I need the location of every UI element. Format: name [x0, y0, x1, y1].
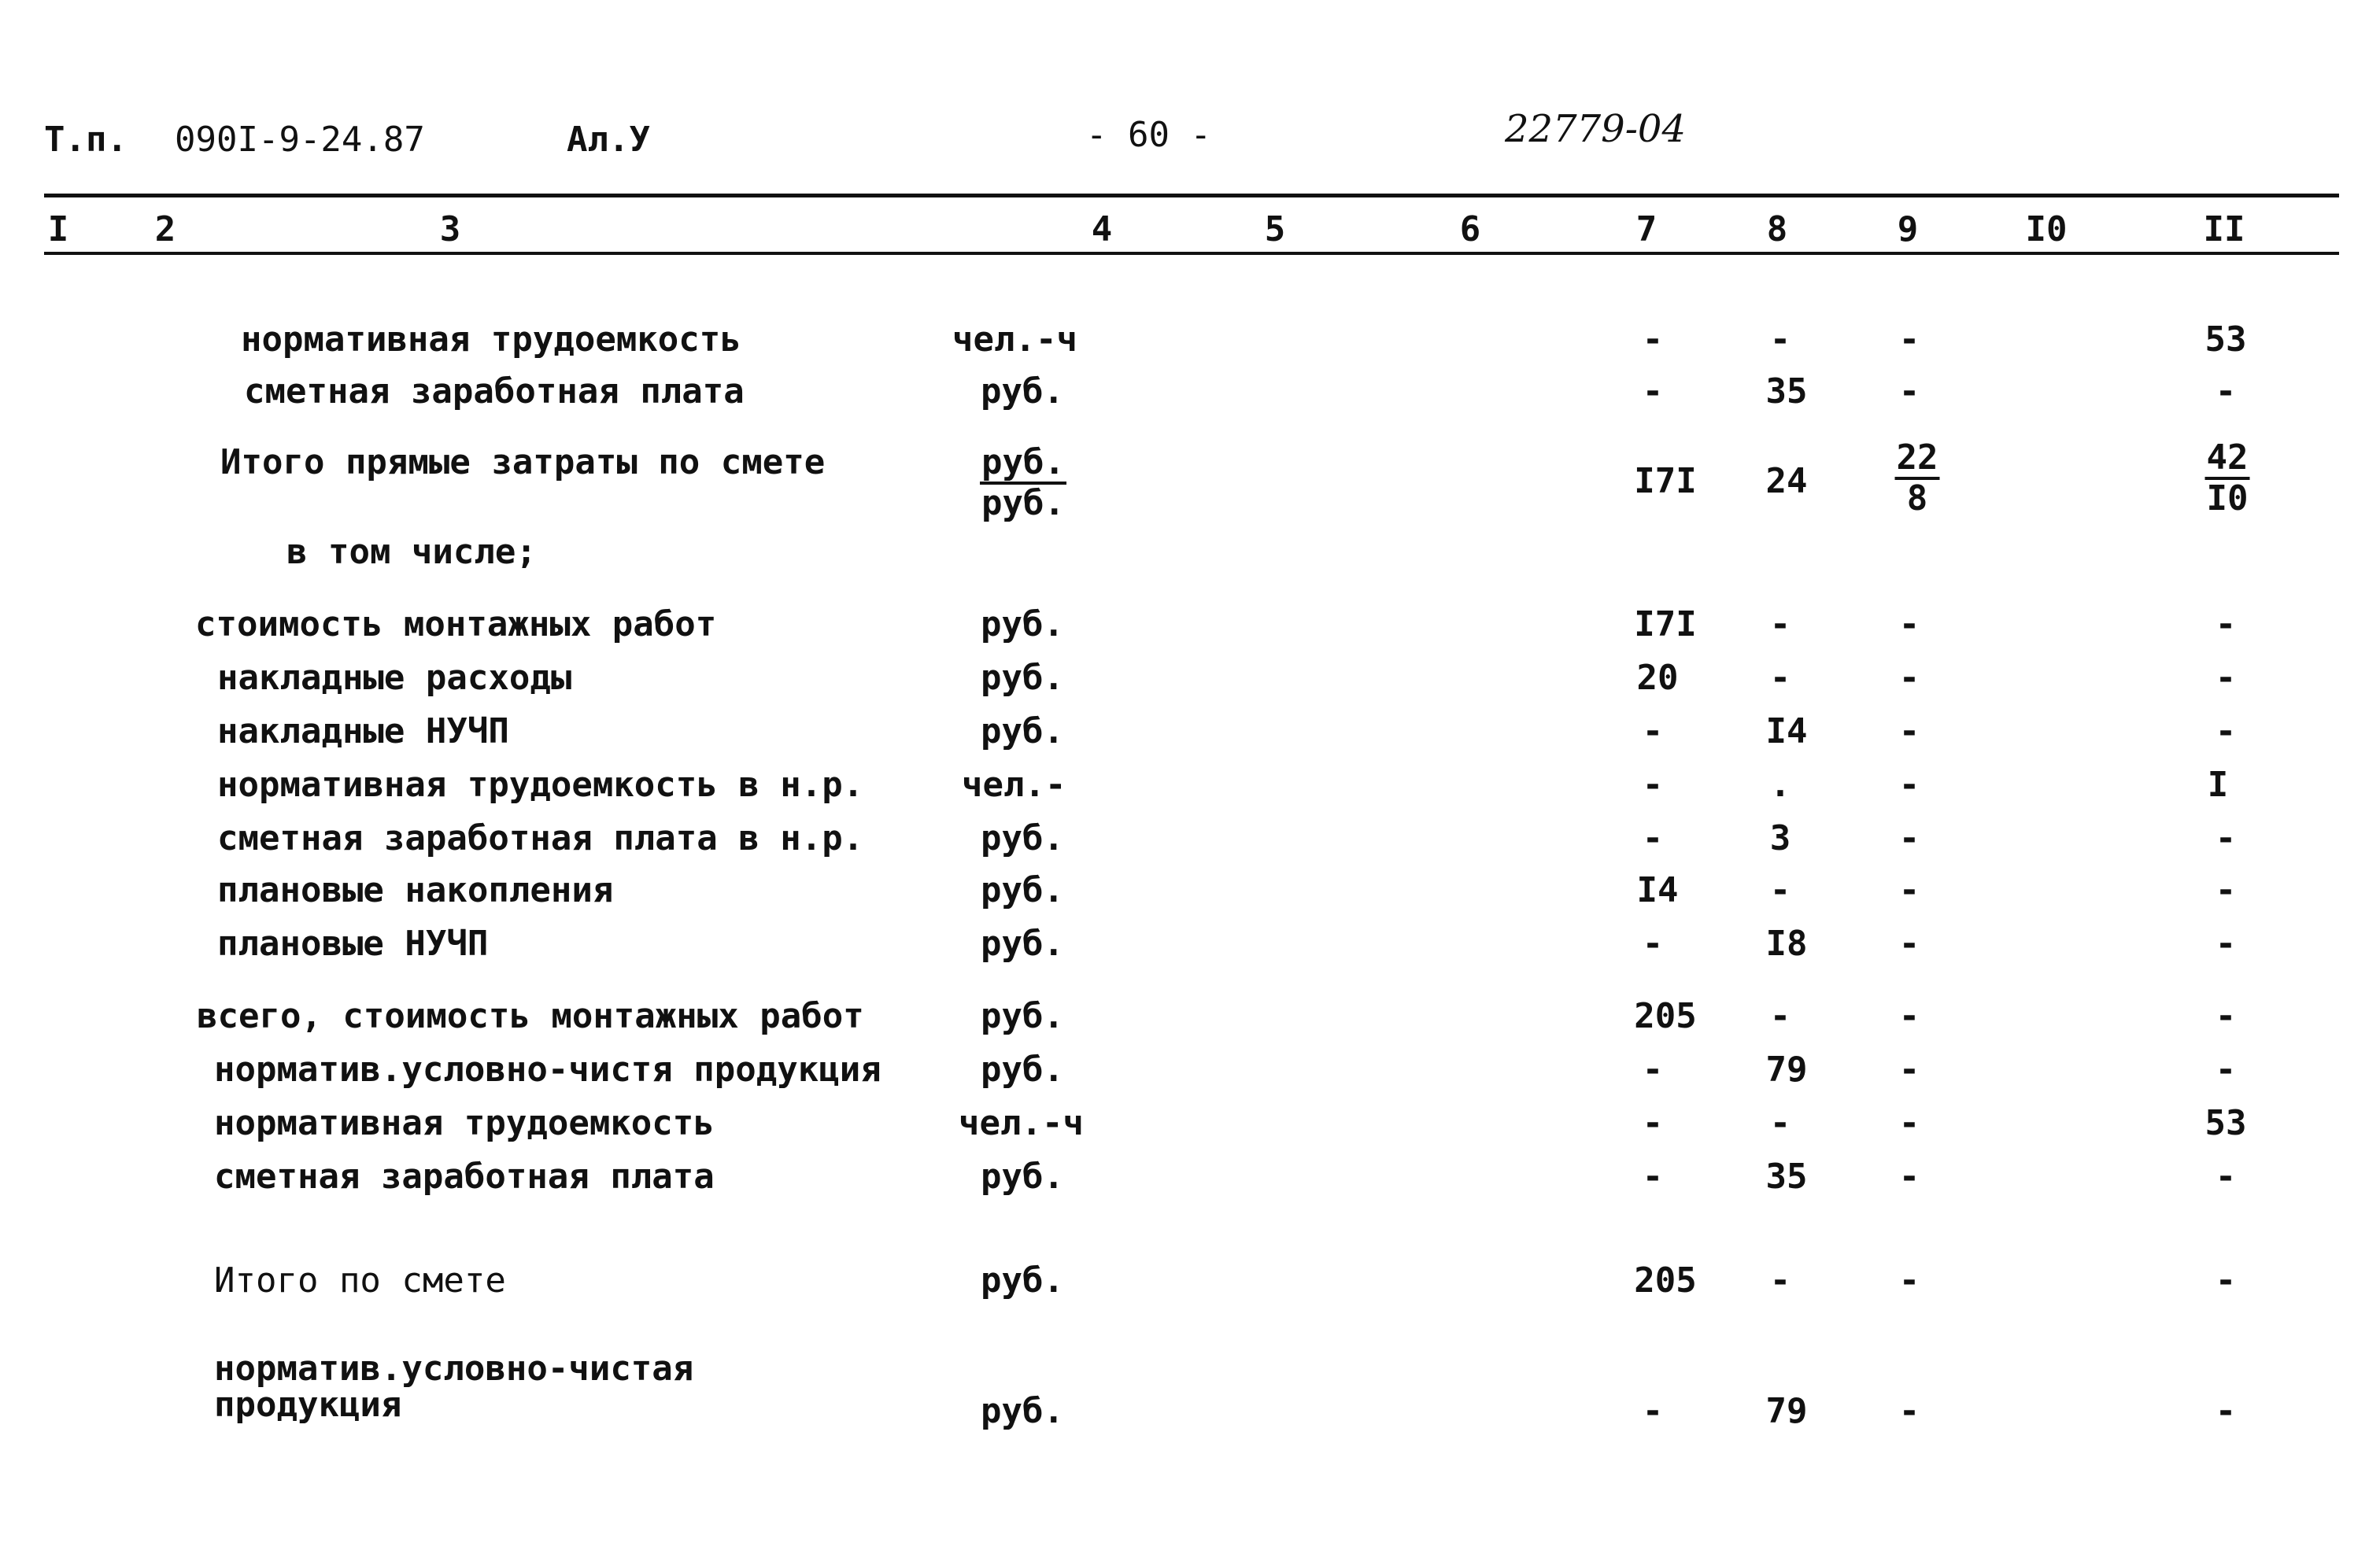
row-col8: -: [1769, 996, 1791, 1036]
row-col11: -: [2215, 711, 2237, 751]
row-label: нормативная трудоемкость: [214, 1103, 715, 1143]
row-label: стоимость монтажных работ: [195, 604, 717, 644]
row-col9: -: [1898, 1103, 1920, 1143]
row-col7: -: [1642, 371, 1664, 411]
row-col11: 53: [2204, 1103, 2247, 1143]
row-col7: -: [1642, 818, 1664, 858]
row-col7: -: [1642, 1391, 1664, 1431]
row-col11: -: [2215, 1050, 2237, 1090]
row-unit-denominator: руб.: [981, 483, 1065, 523]
row-unit: руб.: [981, 996, 1064, 1036]
row-label-continued: продукция: [214, 1385, 402, 1425]
row-col7: -: [1642, 319, 1664, 360]
row-col9: -: [1898, 1260, 1920, 1301]
row-col8: -: [1769, 604, 1791, 644]
row-col7: I7I: [1634, 461, 1697, 501]
row-unit: руб.: [981, 1157, 1064, 1197]
top-rule: [44, 194, 2339, 197]
row-unit-fraction: [980, 442, 1066, 523]
row-col11: -: [2215, 924, 2237, 964]
row-col9-numerator: 22: [1895, 441, 1940, 480]
row-col9: -: [1898, 658, 1920, 698]
album-number: Ал.У: [567, 120, 650, 160]
row-col7: I7I: [1634, 604, 1697, 644]
row-col9: -: [1898, 1050, 1920, 1090]
row-col9: -: [1898, 1391, 1920, 1431]
row-col9: -: [1898, 870, 1920, 910]
row-label: накладные расходы: [217, 658, 572, 698]
col-header-7: 7: [1635, 209, 1658, 249]
row-col9: -: [1898, 818, 1920, 858]
row-col9: -: [1898, 319, 1920, 360]
col-header-4: 4: [1091, 209, 1113, 249]
row-col8: -: [1769, 870, 1791, 910]
row-unit: чел.-ч: [959, 1103, 1084, 1143]
row-col9-denominator: 8: [1906, 478, 1928, 518]
row-label: Итого по смете: [214, 1260, 506, 1301]
row-label: в том числе;: [286, 532, 537, 572]
row-label: сметная заработная плата: [244, 371, 745, 411]
row-col8: -: [1769, 1103, 1791, 1143]
row-col8: I8: [1765, 924, 1808, 964]
row-label: нормативная трудоемкость: [241, 319, 741, 360]
col-header-6: 6: [1459, 209, 1481, 249]
col-header-10: I0: [2025, 209, 2068, 249]
row-col7: I4: [1636, 870, 1679, 910]
row-col7: -: [1642, 1157, 1664, 1197]
row-col9: -: [1898, 711, 1920, 751]
col-header-3: 3: [439, 209, 461, 249]
row-label: всего, стоимость монтажных работ: [197, 996, 864, 1036]
row-col7: 205: [1634, 1260, 1697, 1301]
row-col11: -: [2215, 658, 2237, 698]
row-col11-denominator: I0: [2206, 478, 2249, 518]
row-col11: -: [2215, 604, 2237, 644]
header-bottom-rule: [44, 252, 2339, 255]
row-col11: -: [2215, 870, 2237, 910]
row-col7: -: [1642, 1050, 1664, 1090]
row-col11: -: [2215, 371, 2237, 411]
row-col9: -: [1898, 765, 1920, 805]
row-unit: чел.-: [962, 765, 1066, 805]
row-unit: руб.: [981, 371, 1064, 411]
row-col8: 3: [1769, 818, 1791, 858]
row-col9: -: [1898, 996, 1920, 1036]
row-unit-numerator: руб.: [980, 445, 1066, 485]
col-header-11: II: [2203, 209, 2245, 249]
row-col11: -: [2215, 1157, 2237, 1197]
row-unit: руб.: [981, 604, 1064, 644]
row-col8: 24: [1765, 461, 1808, 501]
row-label: плановые НУЧП: [217, 924, 489, 964]
row-col9-fraction: [1895, 437, 1940, 518]
row-col8: .: [1769, 765, 1791, 805]
row-col8: 79: [1765, 1391, 1808, 1431]
row-label: накладные НУЧП: [217, 711, 509, 751]
row-col8: -: [1769, 319, 1791, 360]
row-col11: 53: [2204, 319, 2247, 360]
handwritten-number: 22779-04: [1505, 107, 1686, 151]
row-col7: 20: [1636, 658, 1679, 698]
row-col11: -: [2215, 996, 2237, 1036]
row-label: норматив.условно-чистая: [214, 1349, 694, 1389]
row-label: норматив.условно-чистя продукция: [214, 1050, 881, 1090]
row-col11-fraction: [2205, 437, 2250, 518]
col-header-1: I: [47, 209, 69, 249]
col-header-5: 5: [1264, 209, 1286, 249]
row-col11: -: [2215, 1391, 2237, 1431]
row-col9: -: [1898, 1157, 1920, 1197]
row-label: нормативная трудоемкость в н.р.: [217, 765, 864, 805]
row-col7: -: [1642, 765, 1664, 805]
row-col7: -: [1642, 711, 1664, 751]
row-col11: -: [2215, 818, 2237, 858]
row-label: сметная заработная плата: [214, 1157, 715, 1197]
row-col8: 35: [1765, 371, 1808, 411]
row-unit: руб.: [981, 924, 1064, 964]
row-col7: -: [1642, 1103, 1664, 1143]
row-unit: руб.: [981, 658, 1064, 698]
row-col7: -: [1642, 924, 1664, 964]
page-number: - 60 -: [1086, 115, 1211, 155]
row-label: сметная заработная плата в н.р.: [217, 818, 864, 858]
col-header-8: 8: [1766, 209, 1788, 249]
project-number: 090I-9-24.87: [175, 120, 425, 160]
row-col8: 79: [1765, 1050, 1808, 1090]
row-unit: руб.: [981, 1050, 1064, 1090]
row-col8: -: [1769, 658, 1791, 698]
row-unit: руб.: [981, 870, 1064, 910]
col-header-9: 9: [1897, 209, 1919, 249]
row-col11: -: [2215, 1260, 2237, 1301]
col-header-2: 2: [154, 209, 176, 249]
row-col7: 205: [1634, 996, 1697, 1036]
row-col9: -: [1898, 924, 1920, 964]
row-label: Итого прямые затраты по смете: [220, 442, 826, 482]
row-col11-numerator: 42: [2205, 441, 2250, 480]
doc-code: Т.п.: [44, 120, 128, 160]
row-col8: -: [1769, 1260, 1791, 1301]
row-label: плановые накопления: [217, 870, 614, 910]
row-unit: руб.: [981, 1260, 1064, 1301]
row-col8: 35: [1765, 1157, 1808, 1197]
row-col11: I: [2207, 765, 2229, 805]
row-col8: I4: [1765, 711, 1808, 751]
row-unit: руб.: [981, 818, 1064, 858]
row-unit: руб.: [981, 711, 1064, 751]
row-col9: -: [1898, 604, 1920, 644]
row-unit: чел.-ч: [952, 319, 1077, 360]
row-unit: руб.: [981, 1391, 1064, 1431]
row-col9: -: [1898, 371, 1920, 411]
